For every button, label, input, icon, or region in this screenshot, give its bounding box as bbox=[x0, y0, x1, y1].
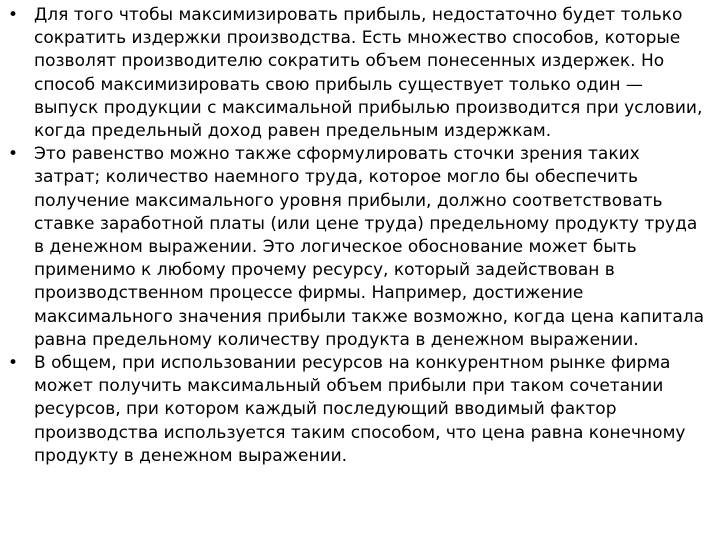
bullet-item-3 bbox=[8, 352, 708, 468]
bullet-item-2 bbox=[8, 143, 708, 352]
bullet-list bbox=[8, 4, 708, 468]
bullet-marker: • bbox=[8, 5, 19, 25]
bullet-text: Для того чтобы максимизировать прибыль, недостаточно будет только сократить издержки производства. Есть множество способов, которые позволят производителю сократить объем понесенных издержек. Но способ максимизировать свою прибыль существует только один — выпуск продукции с максимальной прибылью производится при условии, когда предельный доход равен предельным издержкам. bbox=[34, 5, 703, 142]
bullet-text: В общем, при использовании ресурсов на конкурентном рынке фирма может получить максимальный объем прибыли при таком сочетании ресурсов, при котором каждый последующий вводимый фактор производства используется таким способом, что цена равна конечному продукту в денежном выражении. bbox=[34, 353, 686, 466]
bullet-marker: • bbox=[8, 353, 19, 374]
bullet-item-1 bbox=[8, 4, 708, 143]
bullet-text: Это равенство можно также сформулировать сточки зрения таких затрат; количество наемного труда, которое могло бы обеспечить получение максимального уровня прибыли, должно соответствовать ставке заработной платы (или цене труда) предельному продукту труда в денежном выражении. Это логическое обоснование может быть применимо к любому прочему ресурсу, который задействован в производственном процессе фирмы. Например, достижение максимального значения прибыли также возможно, когда цена капитала равна предельному количеству продукта в денежном выражении. bbox=[34, 144, 705, 350]
bullet-marker: • bbox=[8, 144, 19, 165]
